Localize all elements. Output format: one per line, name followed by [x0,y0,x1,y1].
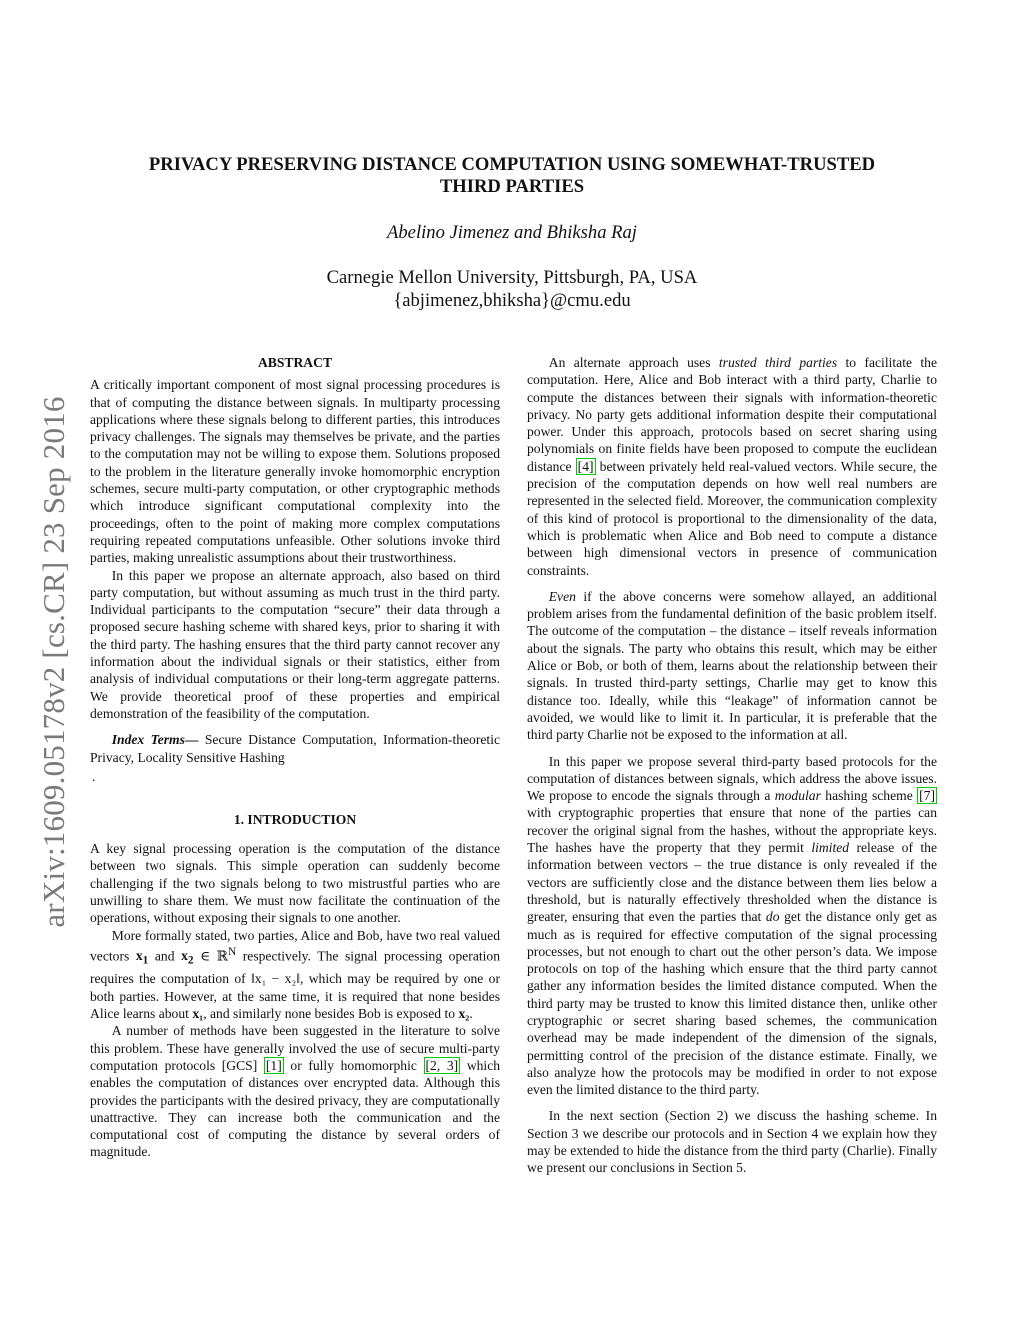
text: which enables the computation of distances over encrypted data. Although this provides the participants with the desired privacy, they are computationally unattractive. They can increase both the communication and the computational cost of computing the distance by several orders of magnitude. [90,1057,501,1160]
introduction-heading: 1. INTRODUCTION [233,811,357,827]
emphasis: modular [774,788,821,804]
intro-paragraph-1: A key signal processing operation is the computation of the distance between two signals. This simple operation can suddenly become challenging if the two signals belong to two mistrustful parties who are unwilling to share them. We must now facilitate the continuation of the operations, without exposing their signals to one another. [90,841,500,926]
real-space-symbol: ∈ ℝ [200,948,229,964]
right-paragraph-4: In the next section (Section 2) we discuss the hashing scheme. In Section 3 we describe our protocols and in Section 4 we explain how they may be extended to hide the distance from the third party (Charlie). Finally we present our conclusions in Section 5. [527,1108,937,1176]
emphasis: Even [548,588,576,604]
authors: Abelino Jimenez and Bhiksha Raj [387,222,637,243]
text: between privately held real-valued vectors. While secure, the precision of the computation depends on how well real numbers are represented in the selected field. Moreover, the communication complexity of this kind of protocol is proportional to the dimensionality of the data, which is problematic when Alice and Bob need to compute a distance between high dimensional vectors in presence of communication constraints. [527,458,937,578]
abstract-paragraph-1: A critically important component of most signal processing procedures is that of computing the distance between signals. In multiparty processing applications where these signals belong to different parties, this introduces privacy challenges. The signals may themselves be private, and the parties to the computation may not be willing to expose them. Solutions proposed to the problem in the literature generally invoke homomorphic encryption schemes, secure multi-party computation, or other cryptographic methods which introduce significant computational complexity into the proceedings, often to the point of making more complex computations requiring repeated computations unfeasible. Other solutions invoke third parties, making unrealistic assumptions about their trustworthiness. [90,377,500,566]
left-column [90,354,500,1161]
text: An alternate approach uses [548,355,711,370]
vector-x1: $x_1$ [135,948,149,968]
affiliation-block [110,266,914,312]
text: get the distance only get as much as is required for effective computation of the signal processing processes, but not enough to chart out the other person’s data. We impose protocols on top of the hashing which ensure that the third party cannot gather any information besides the limited distance computed. When the third party may be trusted to know this limited distance then, unlike other cryptographic or secret sharing based schemes, the communication overhead may be made independent of the dimension of the signals, permitting control of the precision of the distance estimate. Finally, we also analyze how the protocols may be modified in order to not expose even the limited distance to the third party. [527,909,938,1098]
affiliation: Carnegie Mellon University, Pittsburgh, PA, USA [326,267,698,288]
paper-title [110,154,914,198]
email: {abjimenez,bhiksha}@cmu.edu [393,290,631,311]
text: if the above concerns were somehow allayed, an additional problem arises from the fundamental definition of the basic problem itself. The outcome of the computation – the distance – itself reveals information about the signals. The party who obtains this result, which may be either Alice or Bob, or both of them, learns about the relationship between their signals. In trusted third-party settings, Charlie may get to know this distance too. Ideally, while this “leakage” of information cannot be avoided, we would like to limit it. In particular, it is preferable that the third party Charlie not be exposed to the information at all. [527,588,937,743]
text: More formally stated, two parties, Alice and Bob, have two real valued vectors [90,927,500,964]
text: with cryptographic properties that ensure that none of the parties can recover the original signal from the hashes, without the appropriate keys. The hashes have the property that they permit [527,805,937,856]
index-terms-text: Secure Distance Computation, Information-theoretic Privacy, Locality Sensitive Hashing [90,732,500,765]
right-paragraph-2 [527,588,937,744]
text: , which may be required by one or both parties. However, at the same time, it is required that none besides Alice learns about [90,971,500,1022]
text: to facilitate the computation. Here, Alice and Bob interact with a third party, Charlie to compute the distances between their signals with information-theoretic privacy. No party gets additional information despite their computational power. Under this approach, protocols based on secret sharing using polynomials on finite fields have been proposed to compute the euclidean distance [527,355,937,474]
citation-link[interactable]: [7] [919,788,935,804]
dimension-symbol: N [228,945,237,958]
text: respectively. The signal processing operation requires the computation of [90,948,500,987]
index-terms-label: Index Terms— [111,732,199,748]
text: . [469,1006,473,1022]
right-paragraph-1 [527,354,937,579]
citation-link[interactable]: [4] [577,458,594,474]
citation-link[interactable]: [2, 3] [425,1057,459,1073]
abstract-heading: ABSTRACT [257,355,333,370]
vector-x1: x₁ [192,1006,204,1022]
vector-x2: x₂ [458,1006,470,1022]
stray-dot: . [92,768,96,784]
text: , and similarly none besides Bob is exposed to [203,1006,456,1022]
emphasis: limited [811,840,850,856]
arxiv-identifier: arXiv:1609.05178v2 [cs.CR] 23 Sep 2016 [36,396,71,928]
vector-x2: $x_2$ [181,948,194,968]
index-terms [90,731,500,766]
citation-link[interactable]: [1] [265,1057,282,1073]
abstract-paragraph-2: In this paper we propose an alternate approach, also based on third party computation, but without assuming as much trust in the third party. Individual participants to the computation “secure” their data through a proposed secure hashing scheme with shared keys, prior to sharing it with the third party. The hashing ensures that the third party cannot recover any information about the individual signals or their statistics, either from analysis of individual computations or their long-term aggregate patterns. We provide theoretical proof of these properties and empirical demonstration of the feasibility of the computation. [90,567,500,721]
title-line-2: THIRD PARTIES [439,176,585,197]
intro-paragraph-3 [90,1022,500,1160]
norm-expression: ‖x₁ − x₂‖ [250,971,301,987]
text: release of the information between vectors – the true distance is only revealed if the vectors are sufficiently close and the distance between them lies below a threshold, but is naturally effectively thresholded when the distance is greater, ensuring that even the parties that [527,840,937,925]
emphasis: do [765,909,780,925]
right-paragraph-3 [527,753,937,1099]
text: hashing scheme [825,788,913,804]
text: In this paper we propose several third-party based protocols for the computation of distances between signals, which address the above issues. We propose to encode the signals through a [527,753,937,804]
text: or fully homomorphic [290,1057,417,1073]
intro-paragraph-2 [90,927,500,1023]
text: and [154,948,175,964]
emphasis: trusted third parties [718,355,838,370]
text: A number of methods have been suggested in the literature to solve this problem. These have generally involved the use of secure multi-party computation protocols [GCS] [90,1023,500,1073]
right-column [527,354,937,1177]
title-line-1: PRIVACY PRESERVING DISTANCE COMPUTATION USING SOMEWHAT-TRUSTED [148,154,876,175]
